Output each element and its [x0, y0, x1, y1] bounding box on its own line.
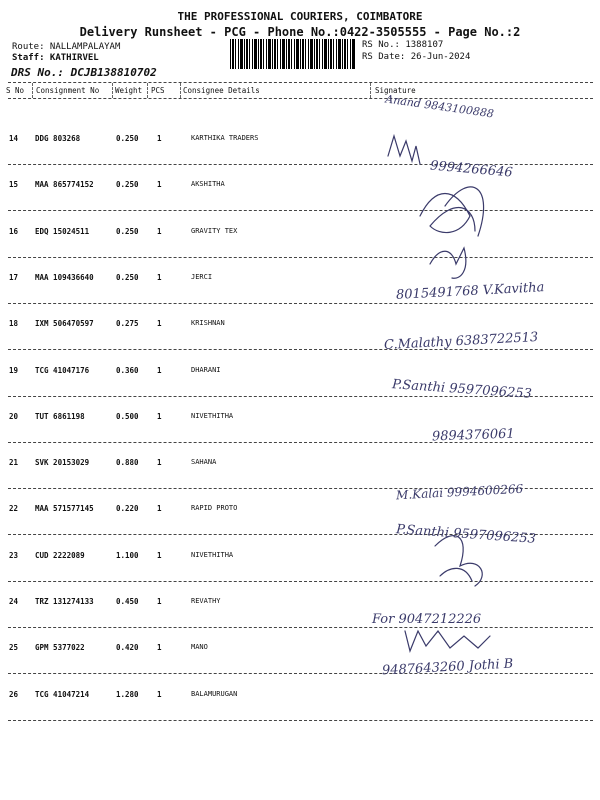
staff-label: Staff: KATHIRVEL [12, 53, 99, 63]
row-consignee: MANO [191, 643, 208, 652]
row-consignment: DDG 803268 [35, 134, 81, 143]
col-divider [180, 83, 181, 98]
row-consignment: MAA 109436640 [35, 272, 94, 282]
row-sno: 20 [9, 411, 19, 421]
header-top-rule [8, 82, 593, 83]
col-divider [32, 83, 33, 98]
row-pcs: 1 [157, 504, 162, 514]
company-name: THE PROFESSIONAL COURIERS, COIMBATORE [177, 10, 423, 23]
row-pcs: 1 [157, 180, 162, 190]
row-weight: 0.250 [116, 272, 139, 282]
row-consignee: NIVETHITHA [191, 550, 234, 559]
drs-number: DRS No.: DCJB138810702 [11, 66, 157, 79]
row-weight: 0.360 [116, 365, 139, 375]
row-sno: 26 [9, 689, 19, 699]
row-weight: 0.250 [116, 226, 139, 236]
row-sno: 25 [9, 643, 19, 653]
handwritten-signature: C.Malathy 6383722513 [383, 329, 539, 354]
row-consignee: GRAVITY TEX [191, 226, 238, 235]
rs-number: RS No.: 1388107 [362, 40, 444, 50]
row-pcs: 1 [157, 597, 162, 606]
col-consignment: Consignment No [36, 86, 100, 95]
col-divider [112, 83, 113, 98]
row-sno: 17 [9, 272, 19, 282]
row-pcs: 1 [157, 365, 162, 375]
row-weight: 0.250 [116, 134, 139, 143]
handwritten-signature: Anand 9843100888 [384, 92, 495, 121]
row-consignment: TCG 41047214 [35, 689, 90, 699]
row-weight: 0.450 [116, 597, 139, 606]
sig-scribble [435, 536, 482, 586]
row-pcs: 1 [157, 643, 162, 653]
handwritten-signature: 9994266646 [429, 158, 514, 181]
row-pcs: 1 [157, 689, 162, 699]
sig-scribble [405, 631, 490, 651]
row-pcs: 1 [157, 272, 162, 282]
handwritten-signature: 9487643260 Jothi B [381, 656, 514, 679]
row-weight: 1.100 [116, 550, 139, 560]
row-weight: 0.220 [116, 504, 139, 514]
row-consignment: MAA 865774152 [35, 180, 94, 190]
row-consignment: TUT 6861198 [35, 411, 85, 421]
col-divider [147, 83, 148, 98]
row-pcs: 1 [157, 226, 162, 236]
runsheet-title: Delivery Runsheet - PCG - Phone No.:0422-3505555 - Page No.:2 [79, 25, 521, 39]
sig-scribble [440, 568, 472, 581]
row-weight: 0.500 [116, 411, 139, 421]
row-consignment: SVK 20153029 [35, 458, 90, 468]
handwritten-signature: 8015491768 V.Kavitha [395, 280, 545, 303]
row-sno: 15 [9, 180, 19, 190]
row-consignee: BALAMURUGAN [191, 689, 238, 698]
handwritten-signature: P.Santhi 9597096253 [391, 377, 533, 402]
row-consignee: RAPID PROTO [191, 504, 238, 513]
row-consignment: TRZ 131274133 [35, 597, 94, 606]
row-pcs: 1 [157, 550, 162, 560]
col-signature: Signature [375, 86, 416, 95]
row-consignment: CUD 2222089 [35, 550, 85, 560]
row-weight: 0.420 [116, 643, 139, 653]
row-sno: 16 [9, 226, 19, 236]
route-label: Route: NALLAMPALAYAM [12, 42, 121, 52]
row-sno: 19 [9, 365, 19, 375]
row-sno: 21 [9, 458, 19, 468]
row-sno: 24 [9, 597, 19, 606]
row-consignee: KARTHIKA TRADERS [191, 134, 259, 142]
row-consignee: NIVETHITHA [191, 411, 234, 420]
barcode [230, 39, 356, 69]
row-consignee: REVATHY [191, 597, 221, 605]
sig-scribble [388, 136, 420, 164]
row-separator [8, 720, 593, 721]
sig-scribble [430, 248, 466, 278]
row-sno: 18 [9, 319, 19, 329]
col-pcs: PCS [151, 86, 165, 95]
col-consignee: Consignee Details [183, 86, 260, 95]
row-pcs: 1 [157, 411, 162, 421]
row-consignee: DHARANI [191, 365, 221, 374]
handwritten-signature: M.Kalai 9994600266 [395, 481, 524, 503]
row-pcs: 1 [157, 458, 162, 468]
row-sno: 14 [9, 134, 19, 143]
row-consignment: MAA 571577145 [35, 504, 94, 514]
handwritten-signature: 9894376061 [431, 426, 515, 445]
row-consignment: GPM 5377022 [35, 643, 85, 653]
row-consignee: AKSHITHA [191, 180, 225, 189]
col-sno: S No [6, 86, 25, 95]
row-consignment: IXM 506470597 [35, 319, 94, 329]
handwritten-signature: P.Santhi 9597096253 [395, 522, 537, 547]
row-sno: 22 [9, 504, 19, 514]
handwritten-signature: For 9047212226 [372, 612, 482, 627]
sig-scribble [420, 194, 475, 233]
row-consignee: KRISHNAN [191, 319, 225, 328]
row-weight: 1.280 [116, 689, 139, 699]
row-pcs: 1 [157, 134, 162, 143]
row-consignee: JERCI [191, 272, 213, 281]
row-weight: 0.275 [116, 319, 139, 329]
row-weight: 0.880 [116, 458, 139, 468]
row-consignee: SAHANA [191, 458, 217, 467]
row-consignment: TCG 41047176 [35, 365, 90, 375]
row-pcs: 1 [157, 319, 162, 329]
row-weight: 0.250 [116, 180, 139, 190]
row-consignment: EDQ 15024511 [35, 226, 90, 236]
row-sno: 23 [9, 550, 19, 560]
rs-date: RS Date: 26-Jun-2024 [362, 52, 471, 62]
col-weight: Weight [115, 86, 143, 95]
